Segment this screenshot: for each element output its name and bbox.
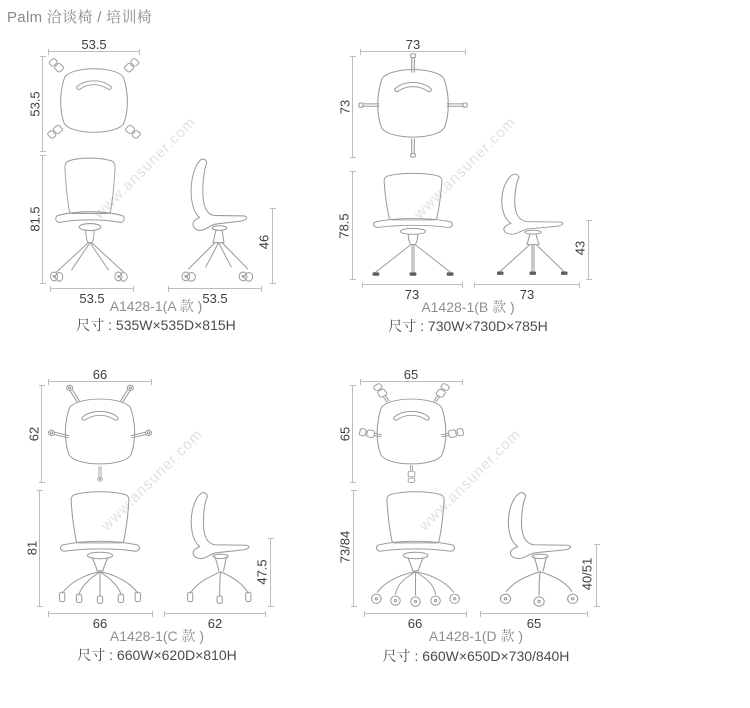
dim-label-seat-height: 40/51 bbox=[579, 557, 595, 591]
dimension-line bbox=[596, 544, 597, 607]
chair-shell bbox=[61, 492, 140, 559]
pedestal bbox=[92, 558, 107, 571]
star-base-legs bbox=[375, 244, 450, 272]
chair-shell bbox=[376, 492, 454, 559]
top-view-drawing bbox=[46, 383, 154, 485]
caster-leg bbox=[432, 383, 450, 403]
caster bbox=[125, 125, 141, 139]
caster bbox=[50, 272, 62, 281]
dimension-line bbox=[480, 613, 588, 614]
watermark: www.ansuner.com bbox=[97, 425, 207, 535]
caster-hub bbox=[375, 598, 377, 600]
glide-foot bbox=[410, 272, 417, 275]
dim-label-side-depth: 53.5 bbox=[202, 291, 228, 306]
dimension-line bbox=[353, 490, 354, 607]
dim-label-top-depth: 53.5 bbox=[27, 91, 43, 117]
dim-label-front-width: 66 bbox=[407, 616, 423, 631]
dim-label-seat-height: 46 bbox=[256, 234, 272, 250]
front-view-drawing bbox=[363, 488, 468, 609]
side-view-drawing bbox=[478, 488, 590, 609]
dimension-line bbox=[588, 220, 589, 280]
caster-hub bbox=[414, 600, 416, 602]
star-base-legs bbox=[500, 244, 564, 271]
side-view-drawing bbox=[163, 488, 267, 609]
base-leg bbox=[98, 467, 103, 482]
dimension-line bbox=[364, 613, 467, 614]
chair-shell bbox=[191, 159, 246, 230]
model-label: A1428-1(D 款 ) bbox=[428, 628, 524, 644]
caster-leg bbox=[359, 428, 382, 439]
dim-label-seat-height: 47.5 bbox=[254, 559, 270, 585]
caster-wheel bbox=[431, 596, 441, 605]
base-leg bbox=[131, 430, 152, 440]
pedestal bbox=[527, 234, 539, 244]
size-spec: 尺寸 : 535W×535D×815H bbox=[76, 317, 236, 333]
glide-foot bbox=[530, 272, 537, 275]
caster-leg bbox=[373, 383, 391, 403]
dimension-line bbox=[50, 288, 134, 289]
top-view-drawing bbox=[42, 53, 146, 153]
dim-label-top-width: 53.5 bbox=[81, 37, 107, 52]
caster-wheel bbox=[568, 594, 578, 603]
glide-foot bbox=[246, 592, 251, 601]
caster-wheel bbox=[534, 597, 544, 606]
dim-label-height: 78.5 bbox=[336, 213, 352, 239]
caster bbox=[47, 125, 63, 139]
product-panel-d bbox=[338, 364, 638, 666]
glide-foot bbox=[217, 596, 222, 603]
model-label: A1428-1(C 款 ) bbox=[109, 628, 205, 644]
chair-shell bbox=[191, 493, 249, 559]
dim-label-top-width: 66 bbox=[92, 367, 108, 382]
caster-wheel bbox=[500, 594, 510, 603]
dim-label-front-width: 53.5 bbox=[79, 291, 105, 306]
dim-label-top-depth: 73 bbox=[337, 99, 353, 115]
side-view-drawing bbox=[164, 154, 264, 285]
dimension-line bbox=[48, 613, 153, 614]
caster-hub bbox=[571, 598, 573, 600]
caster bbox=[239, 272, 252, 281]
dim-label-side-depth: 73 bbox=[519, 287, 535, 302]
watermark: www.ansuner.com bbox=[410, 113, 520, 223]
size-spec: 尺寸 : 730W×730D×785H bbox=[388, 318, 548, 334]
dim-label-top-depth: 62 bbox=[26, 426, 42, 442]
top-view-drawing bbox=[358, 383, 465, 485]
base-leg bbox=[119, 384, 134, 403]
glide-foot bbox=[97, 596, 102, 603]
glide-foot bbox=[135, 592, 140, 601]
dim-label-height: 81.5 bbox=[27, 206, 43, 232]
caster bbox=[182, 272, 195, 281]
base-leg bbox=[411, 139, 416, 157]
chair-shell bbox=[502, 174, 563, 234]
top-view-drawing bbox=[358, 53, 468, 159]
dim-label-top-depth: 65 bbox=[337, 426, 353, 442]
front-view-drawing bbox=[360, 170, 466, 280]
dim-label-side-depth: 62 bbox=[207, 616, 223, 631]
dimension-line bbox=[362, 284, 463, 285]
base-leg bbox=[447, 103, 467, 107]
chair-shell bbox=[508, 493, 570, 559]
dim-label-top-width: 65 bbox=[403, 367, 419, 382]
base-leg bbox=[48, 430, 69, 440]
product-panel-c bbox=[24, 364, 324, 666]
caster-wheel bbox=[450, 594, 460, 603]
caster-hub bbox=[434, 600, 436, 602]
pedestal bbox=[408, 558, 423, 571]
dim-label-front-width: 73 bbox=[404, 287, 420, 302]
glide-foot bbox=[447, 272, 454, 275]
watermark: www.ansuner.com bbox=[415, 425, 525, 535]
side-view-drawing bbox=[472, 170, 582, 280]
chair-shell bbox=[65, 399, 134, 464]
caster-hub bbox=[504, 598, 506, 600]
dim-label-side-depth: 65 bbox=[526, 616, 542, 631]
chair-shell bbox=[377, 399, 446, 464]
star-base-legs bbox=[62, 572, 137, 596]
product-panel-a bbox=[28, 36, 328, 338]
model-label: A1428-1(A 款 ) bbox=[109, 298, 203, 314]
caster bbox=[115, 272, 127, 281]
base-leg bbox=[66, 384, 81, 403]
dimension-line bbox=[272, 208, 273, 284]
chair-shell bbox=[61, 69, 128, 133]
caster-leg bbox=[441, 428, 464, 439]
pedestal bbox=[408, 234, 418, 244]
glide-foot bbox=[561, 272, 568, 275]
caster bbox=[124, 58, 140, 73]
dimension-line bbox=[352, 171, 353, 280]
size-spec: 尺寸 : 660W×620D×810H bbox=[77, 647, 237, 663]
caster-hub bbox=[538, 600, 540, 602]
dim-label-front-width: 66 bbox=[92, 616, 108, 631]
watermark: www.ansuner.com bbox=[90, 113, 200, 223]
chair-shell bbox=[56, 158, 124, 231]
dimension-line bbox=[474, 284, 580, 285]
front-view-drawing bbox=[47, 488, 153, 609]
caster bbox=[48, 58, 64, 73]
dimension-line bbox=[270, 538, 271, 607]
caster-hub bbox=[453, 598, 455, 600]
glide-foot bbox=[373, 272, 380, 275]
product-panel-b bbox=[338, 36, 638, 338]
star-base-legs bbox=[190, 572, 248, 596]
front-view-drawing bbox=[44, 154, 136, 285]
caster-hub bbox=[394, 600, 396, 602]
dim-label-top-width: 73 bbox=[405, 37, 421, 52]
caster-wheel bbox=[411, 597, 421, 606]
dim-label-height: 73/84 bbox=[337, 530, 353, 564]
size-spec: 尺寸 : 660W×650D×730/840H bbox=[382, 648, 570, 664]
star-base-legs bbox=[507, 572, 572, 595]
star-base-legs bbox=[189, 243, 248, 269]
glide-foot bbox=[497, 272, 504, 275]
model-label: A1428-1(B 款 ) bbox=[421, 299, 515, 315]
star-base-legs bbox=[377, 572, 453, 595]
caster-leg bbox=[408, 466, 415, 483]
dimension-line bbox=[164, 613, 266, 614]
base-leg bbox=[359, 103, 379, 107]
chair-shell bbox=[374, 173, 453, 234]
dimension-line bbox=[168, 288, 262, 289]
page-title: Palm 洽谈椅 / 培训椅 bbox=[7, 9, 153, 26]
chair-shell bbox=[378, 70, 449, 137]
glide-foot bbox=[188, 592, 193, 601]
star-base-legs bbox=[57, 243, 124, 272]
dim-label-seat-height: 43 bbox=[572, 240, 588, 256]
dim-label-height: 81 bbox=[24, 540, 40, 556]
caster-wheel bbox=[372, 594, 382, 603]
pedestal bbox=[86, 231, 94, 243]
glide-foot bbox=[60, 592, 65, 601]
pedestal bbox=[213, 231, 224, 243]
caster-wheel bbox=[391, 596, 401, 605]
